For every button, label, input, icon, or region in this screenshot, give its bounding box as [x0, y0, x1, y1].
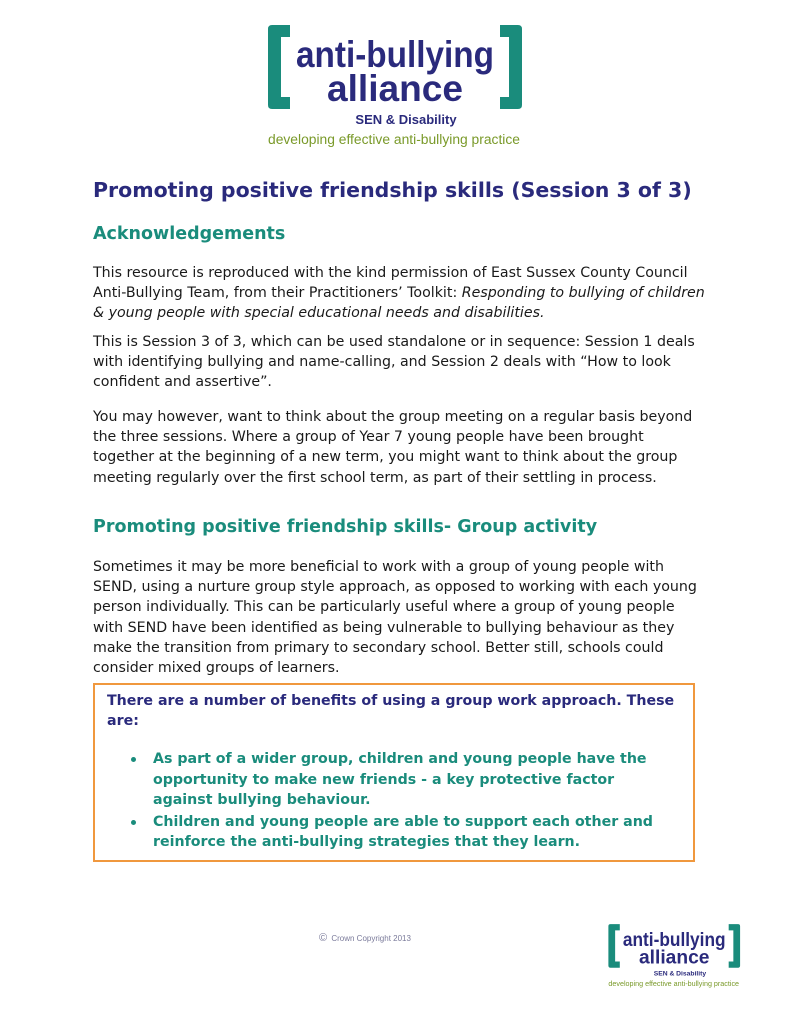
benefit-text: As part of a wider group, children and young people have the opportunity to make new friends - a key protective factor against bullying behaviour.: [153, 751, 647, 808]
acknowledgements-heading: Acknowledgements: [93, 224, 286, 244]
bullet-icon: [131, 757, 136, 762]
logo-tagline: developing effective anti-bullying practice: [268, 132, 520, 147]
anti-bullying-alliance-logo-small: [607, 920, 742, 990]
logo-line2: alliance: [638, 947, 710, 969]
copyright-footer: [319, 932, 411, 944]
logo-subtitle: SEN & Disability: [355, 112, 457, 127]
callout-intro: There are a number of benefits of using a group work approach. These are:: [107, 693, 675, 730]
list-item: [107, 812, 681, 852]
logo-line1: anti-bullying: [296, 34, 494, 75]
acknowledgements-paragraph-2: This is Session 3 of 3, which can be used standalone or in sequence: Session 1 deals with identifying bullying and name-calling, and Session 2 deals with “How to look confident and assertive”.: [93, 334, 695, 391]
logo-graphic: [268, 17, 523, 152]
acknowledgements-text: This resource is reproduced with the kind permission of East Sussex County Council Anti-Bullying Team, from their Practitioners’ Toolkit:: [93, 265, 688, 302]
benefits-list: [107, 749, 681, 852]
logo-line2: alliance: [327, 68, 463, 109]
acknowledgements-paragraph-3: You may however, want to think about the group meeting on a regular basis beyond the three sessions. Where a group of Year 7 young people have been brought together at the beginning of a new term, you might want to think about the group meeting regularly over the first school term, as part of their settling in process.: [93, 409, 693, 486]
page-title: Promoting positive friendship skills (Session 3 of 3): [93, 178, 692, 202]
logo-subtitle: SEN & Disability: [653, 970, 707, 978]
copyright-text: Crown Copyright 2013: [331, 934, 411, 943]
logo-line1: anti-bullying: [622, 929, 726, 951]
list-item: [107, 749, 681, 810]
group-activity-heading: Promoting positive friendship skills- Group activity: [93, 517, 598, 537]
copyright-icon: ©: [319, 932, 328, 944]
acknowledgements-paragraph-1: [93, 263, 708, 324]
benefit-text: Children and young people are able to support each other and reinforce the anti-bullying strategies that they learn.: [153, 814, 653, 851]
logo-graphic-small: [607, 920, 742, 990]
toolkit-title: Responding to bullying of children & young people with special educational needs and disabilities.: [93, 285, 705, 322]
bullet-icon: [131, 820, 136, 825]
anti-bullying-alliance-logo: [268, 17, 523, 152]
logo-tagline: developing effective anti-bullying practice: [608, 980, 740, 988]
group-activity-paragraph: Sometimes it may be more beneficial to work with a group of young people with SEND, using a nurture group style approach, as opposed to working with each young person individually. This can be particularly useful where a group of young people with SEND have been identified as being vulnerable to bullying behaviour as they make the transition from primary to secondary school. Better still, schools could consider mixed groups of learners.: [93, 559, 697, 677]
benefits-callout-box: [93, 683, 695, 862]
